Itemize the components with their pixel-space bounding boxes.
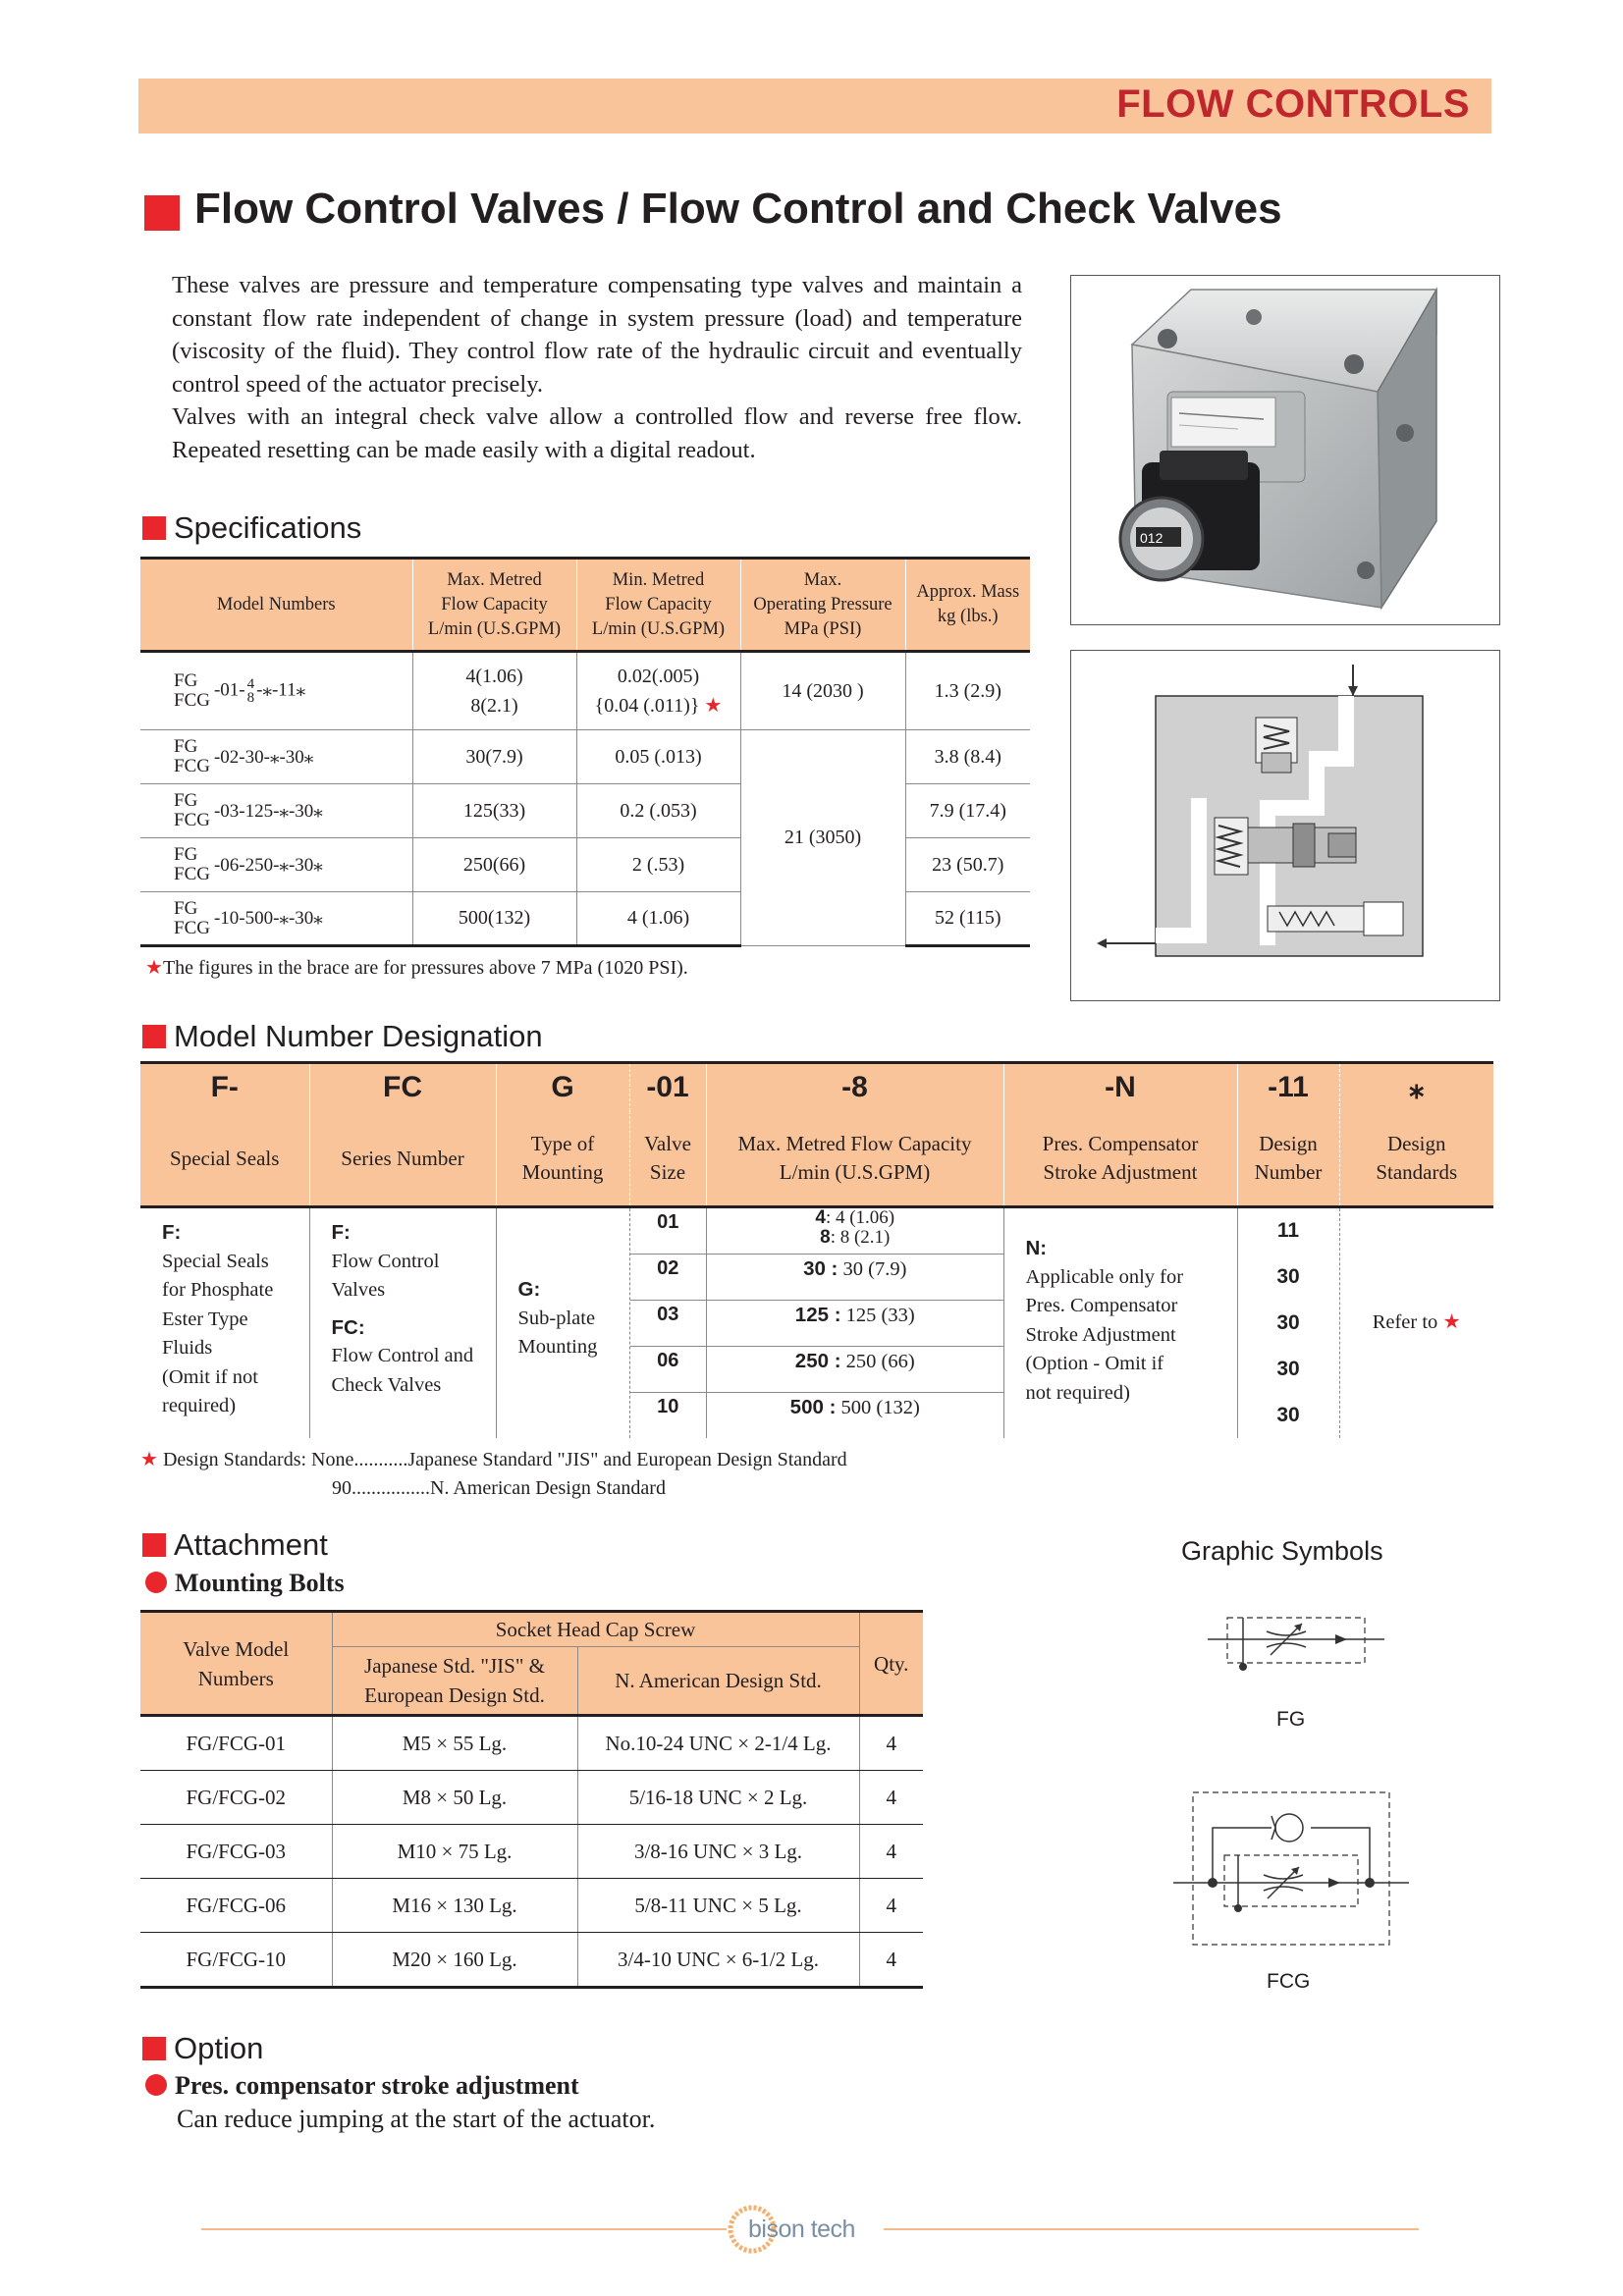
desc-line: Mounting: [521, 1160, 604, 1184]
code-mounting: G: [496, 1063, 629, 1112]
spec-header-row: [140, 559, 1030, 652]
flow-code: 250 :: [794, 1349, 841, 1372]
table-row: [140, 1771, 923, 1825]
category-title: FLOW CONTROLS: [1116, 82, 1470, 126]
fcg-symbol-label: FCG: [1267, 1970, 1311, 1993]
att-header-row: [140, 1612, 923, 1647]
desc-line: L/min (U.S.GPM): [779, 1160, 931, 1184]
jis-cell: M16 × 130 Lg.: [332, 1879, 577, 1933]
qty-cell: 4: [859, 1879, 923, 1933]
max-flow-cell: 30(7.9): [412, 730, 576, 784]
flow-value: 125 (33): [840, 1304, 915, 1326]
model-fcg: FCG: [174, 864, 210, 884]
size-row: [630, 1254, 1003, 1300]
na-cell: No.10-24 UNC × 2-1/4 Lg.: [577, 1716, 859, 1771]
footer-rule-left: [201, 2228, 727, 2230]
desc-line: Type of: [530, 1132, 595, 1155]
code-flow: -8: [706, 1063, 1003, 1112]
header-line: Flow Capacity: [605, 594, 712, 614]
code-valve-size: -01: [629, 1063, 706, 1112]
desc-line: Stroke Adjustment: [1043, 1160, 1198, 1184]
desc-line: Pres. Compensator: [1042, 1132, 1199, 1155]
option-heading: [142, 2031, 263, 2066]
desc-line: Number: [1254, 1160, 1323, 1184]
frac-top: 4: [246, 676, 255, 692]
min-flow-cell: [576, 652, 740, 730]
desc-compensator: [1003, 1111, 1237, 1207]
qty-cell: 4: [859, 1825, 923, 1879]
spec-header-mass: [905, 559, 1030, 652]
flow-option: [707, 1254, 1003, 1300]
option-line: Applicable only for: [1025, 1265, 1184, 1288]
model-suffix: -02-30-⁎-30⁎: [213, 746, 314, 768]
option-code: F:: [162, 1221, 182, 1244]
model-suffix: -03-125-⁎-30⁎: [213, 800, 323, 822]
desc-special-seals: [140, 1111, 309, 1207]
max-flow-cell: [412, 652, 576, 730]
design-number: 30: [1276, 1265, 1300, 1288]
table-row: [140, 1933, 923, 1988]
flow-value: 250 (66): [840, 1350, 915, 1372]
option-code: G:: [517, 1278, 541, 1301]
code-design-standards: ⁎: [1339, 1063, 1493, 1112]
spec-header-max-flow: [412, 559, 576, 652]
flow-value: : 4 (1.06): [825, 1207, 895, 1228]
header-line: Numbers: [197, 1666, 274, 1690]
flow-code: 30 :: [803, 1256, 839, 1280]
code-series: FC: [309, 1063, 496, 1112]
header-line: Min. Metred: [612, 569, 705, 590]
design-number-options: [1237, 1207, 1339, 1439]
dial-readout: 012: [1140, 530, 1163, 546]
intro-paragraph-1: These valves are pressure and temperature compensating type valves and maintain a constant flow rate independent of change in system pressure (load) and temperature (viscosity of the fluid). They control flow rate of the hydraulic circuit and eventually control speed of the actuator precisely.: [172, 272, 1022, 398]
spec-footnote-text: The figures in the brace are for pressures above 7 MPa (1020 PSI).: [162, 957, 688, 979]
table-row: [140, 730, 1030, 784]
size-row: [630, 1208, 1003, 1254]
design-number: 30: [1276, 1311, 1300, 1334]
valve-photo-image: [1071, 276, 1499, 624]
star-icon: ★: [1442, 1311, 1461, 1334]
flow-option: [707, 1346, 1003, 1392]
option-line: Fluids: [162, 1337, 213, 1359]
code-compensator: -N: [1003, 1063, 1237, 1112]
option-heading-text: Option: [174, 2031, 264, 2065]
section-marker-icon: [142, 1025, 166, 1048]
shared-pressure-cell: 21 (3050): [740, 730, 905, 946]
model-fg: FG: [174, 790, 198, 811]
att-header-na: N. American Design Std.: [577, 1647, 859, 1716]
section-marker-icon: [142, 516, 166, 540]
model-cell: FG/FCG-03: [140, 1825, 332, 1879]
valve-size: 10: [630, 1392, 707, 1438]
table-row: [140, 652, 1030, 730]
option-code: F:: [331, 1221, 351, 1244]
mass-cell: 52 (115): [905, 892, 1030, 946]
fg-symbol: [1208, 1610, 1384, 1679]
mounting-bolts-subheading: [145, 1569, 345, 1598]
desc-mounting: [496, 1111, 629, 1207]
value-line: 4(1.06): [465, 666, 523, 687]
mass-cell: 3.8 (8.4): [905, 730, 1030, 784]
flow-code: 4: [815, 1207, 826, 1228]
code-row: [140, 1063, 1493, 1112]
pressure-cell: 14 (2030 ): [740, 652, 905, 730]
model-number-cell: [140, 838, 412, 892]
value-line: 0.02(.005): [617, 666, 700, 687]
fcg-symbol: [1173, 1787, 1409, 1953]
star-icon: ★: [140, 1449, 158, 1470]
model-cell: FG/FCG-01: [140, 1716, 332, 1771]
size-row: [630, 1346, 1003, 1392]
valve-photo: [1070, 275, 1500, 625]
mounting-options: [496, 1207, 629, 1439]
header-line: Max. Metred: [447, 569, 542, 590]
desc-line: Size: [649, 1160, 686, 1184]
jis-cell: M5 × 55 Lg.: [332, 1716, 577, 1771]
header-band: [138, 79, 1491, 133]
size-row: [630, 1392, 1003, 1438]
section-marker-icon: [142, 2037, 166, 2060]
flow-option: [707, 1300, 1003, 1346]
flow-value: : 8 (2.1): [830, 1227, 891, 1248]
bullet-icon: [145, 2074, 167, 2096]
min-flow-cell: 4 (1.06): [576, 892, 740, 946]
flow-option: [707, 1208, 1003, 1254]
option-line: (Omit if not: [162, 1365, 258, 1388]
specifications-heading-text: Specifications: [174, 510, 362, 545]
header-line: European Design Std.: [364, 1683, 545, 1707]
min-flow-cell: 2 (.53): [576, 838, 740, 892]
spec-header-min-flow: [576, 559, 740, 652]
model-fcg: FCG: [174, 690, 210, 711]
size-row: [630, 1300, 1003, 1346]
na-cell: 3/4-10 UNC × 6-1/2 Lg.: [577, 1933, 859, 1988]
model-cell: FG/FCG-10: [140, 1933, 332, 1988]
model-fg: FG: [174, 897, 198, 919]
max-flow-cell: 250(66): [412, 838, 576, 892]
footer-logo-text: bison tech: [748, 2216, 855, 2243]
qty-cell: 4: [859, 1716, 923, 1771]
frac-bottom: 8: [246, 690, 255, 706]
star-icon: ★: [704, 695, 723, 717]
table-row: [140, 1879, 923, 1933]
model-fg: FG: [174, 736, 198, 757]
option-code: FC:: [331, 1315, 365, 1339]
model-fg: FG: [174, 844, 198, 865]
specifications-table: [140, 557, 1030, 947]
attachment-heading: [142, 1527, 328, 1563]
header-line: Approx. Mass: [916, 582, 1020, 602]
design-number: 11: [1276, 1219, 1300, 1242]
model-cell: FG/FCG-06: [140, 1879, 332, 1933]
mass-cell: 23 (50.7): [905, 838, 1030, 892]
bullet-icon: [145, 1572, 167, 1593]
valve-size: 02: [630, 1254, 707, 1300]
option-line: Sub-plate: [517, 1307, 596, 1329]
qty-cell: 4: [859, 1933, 923, 1988]
header-line: Japanese Std. "JIS" &: [364, 1654, 545, 1678]
min-flow-cell: 0.05 (.013): [576, 730, 740, 784]
header-line: kg (lbs.): [937, 607, 999, 626]
option-line: Stroke Adjustment: [1025, 1323, 1176, 1346]
model-designation-heading-text: Model Number Designation: [174, 1019, 543, 1053]
spec-footnote: [145, 955, 688, 980]
design-standards-note: [140, 1447, 847, 1471]
intro-text: [172, 269, 1022, 466]
design-standards-option: [1339, 1207, 1493, 1439]
model-designation-heading: [142, 1019, 543, 1054]
table-row: [140, 1716, 923, 1771]
options-row: [140, 1207, 1493, 1439]
model-suffix-pre: -01-: [213, 679, 245, 701]
page-title: Flow Control Valves / Flow Control and Check Valves: [194, 185, 1282, 233]
desc-line: Series Number: [341, 1146, 464, 1170]
option-line: Pres. Compensator: [1025, 1295, 1178, 1316]
valve-size: 06: [630, 1346, 707, 1392]
desc-line: Special Seals: [170, 1146, 280, 1170]
flow-value: 30 (7.9): [838, 1257, 907, 1280]
flow-code: 8: [820, 1227, 831, 1248]
option-code: N:: [1025, 1237, 1048, 1259]
mass-cell: 7.9 (17.4): [905, 784, 1030, 838]
intro-paragraph-2: Valves with an integral check valve allow a controlled flow and reverse free flow. Repeated resetting can be made easily with a digital readout.: [172, 403, 1022, 463]
graphic-symbols-heading: Graphic Symbols: [1181, 1536, 1383, 1566]
option-line: required): [162, 1395, 237, 1416]
series-options: [309, 1207, 496, 1439]
desc-line: Design: [1259, 1132, 1318, 1155]
desc-line: Max. Metred Flow Capacity: [737, 1132, 972, 1155]
description-row: [140, 1111, 1493, 1207]
flow-value: 500 (132): [836, 1396, 920, 1418]
brace-value: {0.04 (.011)}: [594, 695, 700, 717]
mass-cell: 1.3 (2.9): [905, 652, 1030, 730]
desc-line: Standards: [1376, 1160, 1458, 1184]
option-line: (Option - Omit if: [1025, 1353, 1164, 1374]
na-cell: 5/16-18 UNC × 2 Lg.: [577, 1771, 859, 1825]
att-header-group: Socket Head Cap Screw: [332, 1612, 859, 1647]
header-line: Max.: [803, 569, 842, 590]
mounting-bolts-table: [140, 1610, 923, 1989]
att-header-jis: [332, 1647, 577, 1716]
desc-series: [309, 1111, 496, 1207]
option-line: for Phosphate: [162, 1279, 274, 1301]
max-flow-cell: 125(33): [412, 784, 576, 838]
design-number: 30: [1276, 1358, 1300, 1380]
flow-code: 125 :: [794, 1303, 841, 1326]
jis-cell: M8 × 50 Lg.: [332, 1771, 577, 1825]
design-standards-note-2: 90................N. American Design Standard: [332, 1477, 666, 1499]
title-marker: [144, 195, 180, 231]
option-line: Special Seals: [162, 1250, 269, 1272]
desc-line: Design: [1387, 1132, 1446, 1155]
model-fcg: FCG: [174, 917, 210, 938]
specifications-heading: [142, 510, 361, 546]
desc-flow: [706, 1111, 1003, 1207]
max-flow-cell: 500(132): [412, 892, 576, 946]
code-design-number: -11: [1237, 1063, 1339, 1112]
value-line: 8(2.1): [470, 695, 518, 717]
mounting-bolts-text: Mounting Bolts: [175, 1569, 345, 1597]
qty-cell: 4: [859, 1771, 923, 1825]
size-fraction: [247, 677, 255, 705]
option-subheading: [145, 2071, 579, 2101]
model-number-cell: [140, 730, 412, 784]
section-marker-icon: [142, 1533, 166, 1557]
min-flow-cell: 0.2 (.053): [576, 784, 740, 838]
option-line: Flow Control: [331, 1250, 440, 1272]
model-fcg: FCG: [174, 810, 210, 830]
desc-valve-size: [629, 1111, 706, 1207]
desc-design-standards: [1339, 1111, 1493, 1207]
star-icon: ★: [145, 957, 163, 979]
header-line: Flow Capacity: [441, 594, 548, 614]
fg-symbol-label: FG: [1276, 1708, 1306, 1731]
valve-size: 01: [630, 1208, 707, 1254]
size-flow-options: [629, 1207, 1003, 1439]
att-header-model: [140, 1612, 332, 1716]
jis-cell: M10 × 75 Lg.: [332, 1825, 577, 1879]
model-suffix: -10-500-⁎-30⁎: [213, 908, 323, 929]
att-header-qty: Qty.: [874, 1651, 909, 1676]
model-designation-table: [140, 1061, 1493, 1438]
option-description: Can reduce jumping at the start of the actuator.: [177, 2105, 656, 2133]
size-flow-subtable: [630, 1208, 1003, 1438]
model-number-cell: [140, 892, 412, 946]
model-number-cell: [140, 652, 412, 730]
desc-line: Valve: [644, 1132, 691, 1155]
cutaway-drawing: [1071, 651, 1499, 1000]
option-line: Mounting: [517, 1336, 598, 1358]
value-line: [577, 691, 740, 721]
model-number-cell: [140, 784, 412, 838]
header-line: Valve Model: [183, 1636, 290, 1661]
desc-design-number: [1237, 1111, 1339, 1207]
option-line: Check Valves: [331, 1373, 442, 1396]
model-cell: FG/FCG-02: [140, 1771, 332, 1825]
model-fg: FG: [174, 670, 198, 691]
flow-option: [707, 1392, 1003, 1438]
code-special-seals: F-: [140, 1063, 309, 1112]
header-line: MPa (PSI): [784, 618, 862, 639]
header-line: L/min (U.S.GPM): [591, 618, 726, 639]
option-line: Ester Type: [162, 1308, 248, 1330]
na-cell: 3/8-16 UNC × 3 Lg.: [577, 1825, 859, 1879]
option-line: not required): [1025, 1381, 1130, 1404]
model-suffix: [214, 677, 305, 705]
spec-header-model: Model Numbers: [140, 559, 412, 652]
header-line: Operating Pressure: [753, 594, 893, 614]
model-suffix-post: -⁎-11⁎: [256, 679, 306, 701]
model-fcg: FCG: [174, 756, 210, 776]
flow-code: 500 :: [789, 1395, 837, 1418]
table-row: [140, 1825, 923, 1879]
design-number: 30: [1276, 1404, 1300, 1426]
option-line: Valves: [331, 1279, 386, 1301]
special-seals-options: [140, 1207, 309, 1439]
valve-cutaway-diagram: [1070, 650, 1500, 1001]
design-standards-note-text: Design Standards: None...........Japanese Standard "JIS" and European Design Standard: [162, 1449, 847, 1470]
compensator-options: [1003, 1207, 1237, 1439]
jis-cell: M20 × 160 Lg.: [332, 1933, 577, 1988]
valve-size: 03: [630, 1300, 707, 1346]
option-subheading-text: Pres. compensator stroke adjustment: [175, 2071, 579, 2100]
attachment-heading-text: Attachment: [174, 1527, 328, 1562]
footer-rule-right: [884, 2228, 1419, 2230]
refer-text: Refer to: [1372, 1311, 1438, 1334]
na-cell: 5/8-11 UNC × 5 Lg.: [577, 1879, 859, 1933]
model-suffix: -06-250-⁎-30⁎: [213, 854, 323, 876]
header-line: L/min (U.S.GPM): [427, 618, 562, 639]
spec-header-pressure: [740, 559, 905, 652]
option-line: Flow Control and: [331, 1345, 474, 1366]
